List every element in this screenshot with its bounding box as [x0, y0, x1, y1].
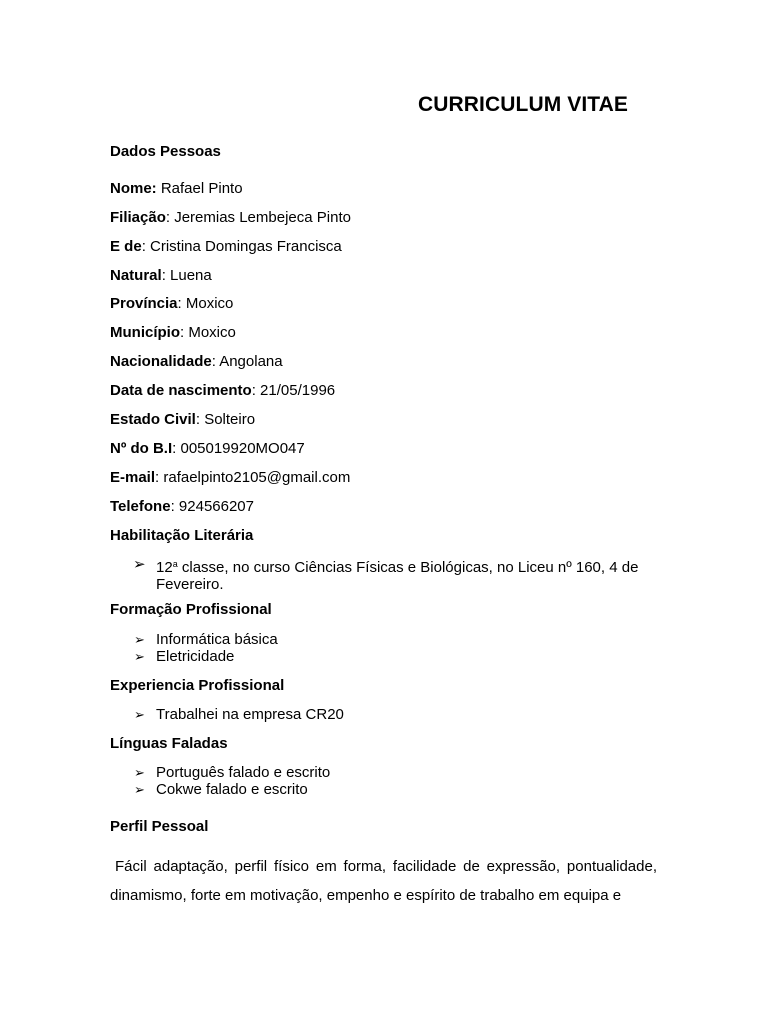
field-value: : rafaelpinto2105@gmail.com	[155, 469, 351, 486]
document-title: CURRICULUM VITAE	[418, 93, 629, 116]
list-item-text: Trabalhei na empresa CR20	[156, 706, 344, 723]
profile-paragraph: Fácil adaptação, perfil físico em forma, facilidade de expressão, pontualidade, dinamismo, forte em motivação, empenho e espírito de trabalho em equipa e	[110, 858, 657, 904]
field-value: Rafael Pinto	[156, 180, 243, 197]
field-label: Estado Civil	[110, 411, 196, 428]
list-item-text: Informática básica	[156, 631, 278, 648]
field-label: Município	[110, 324, 180, 341]
field-phone	[110, 498, 254, 515]
field-value: : Cristina Domingas Francisca	[141, 238, 342, 255]
arrowhead-bullet-icon: ➢	[134, 765, 145, 780]
list-item-text: Cokwe falado e escrito	[156, 781, 308, 798]
field-value: : Moxico	[177, 295, 234, 312]
education-ordinal-sup: a	[172, 559, 178, 569]
education-heading: Habilitação Literária	[110, 527, 254, 544]
list-item	[134, 706, 664, 723]
field-natural	[110, 267, 212, 284]
field-label: Data de nascimento	[110, 382, 252, 399]
education-number: 12	[156, 559, 173, 576]
arrowhead-bullet-icon: ➢	[134, 782, 145, 797]
arrowhead-bullet-icon: ➢	[133, 556, 146, 573]
experience-list	[134, 706, 664, 723]
education-list	[134, 556, 664, 593]
field-email	[110, 469, 350, 486]
field-label: Nome:	[110, 180, 157, 197]
field-mother	[110, 238, 342, 255]
field-value: : Moxico	[180, 324, 236, 341]
field-label: Nacionalidade	[110, 353, 212, 370]
languages-heading: Línguas Faladas	[110, 735, 228, 752]
field-name	[110, 180, 243, 197]
field-province	[110, 295, 233, 312]
field-label: Natural	[110, 267, 162, 284]
list-item	[134, 648, 664, 665]
education-text: classe, no curso Ciências Físicas e Biológicas, no Liceu nº 160, 4 de Fevereiro.	[156, 559, 639, 593]
list-item-text: Português falado e escrito	[156, 764, 331, 781]
field-label: Nº do B.I	[110, 440, 173, 457]
list-item	[134, 631, 664, 648]
personal-data-heading: Dados Pessoas	[110, 143, 221, 160]
training-heading: Formação Profissional	[110, 601, 272, 618]
field-nationality	[110, 353, 283, 370]
field-label: E-mail	[110, 469, 156, 486]
field-id-number	[110, 440, 305, 457]
field-value: : Angolana	[211, 353, 283, 370]
training-list	[134, 631, 664, 665]
list-item	[134, 556, 664, 593]
arrowhead-bullet-icon: ➢	[134, 649, 145, 664]
field-value: : 005019920MO047	[172, 440, 305, 457]
field-municipality	[110, 324, 236, 341]
experience-heading: Experiencia Profissional	[110, 677, 285, 694]
list-item	[134, 764, 664, 781]
field-label: Filiação	[110, 209, 166, 226]
languages-list	[134, 764, 664, 798]
field-marital-status	[110, 411, 255, 428]
field-label: E de	[110, 238, 142, 255]
arrowhead-bullet-icon: ➢	[134, 632, 145, 647]
field-value: : 21/05/1996	[251, 382, 336, 399]
arrowhead-bullet-icon: ➢	[134, 707, 145, 722]
field-value: : 924566207	[170, 498, 254, 515]
profile-heading: Perfil Pessoal	[110, 818, 209, 835]
field-value: : Jeremias Lembejeca Pinto	[165, 209, 351, 226]
field-birth-date	[110, 382, 335, 399]
field-value: : Solteiro	[195, 411, 256, 428]
field-label: Província	[110, 295, 178, 312]
list-item-text: Eletricidade	[156, 648, 235, 665]
field-filiation	[110, 209, 351, 226]
field-value: : Luena	[161, 267, 212, 284]
field-label: Telefone	[110, 498, 171, 515]
list-item	[134, 781, 664, 798]
